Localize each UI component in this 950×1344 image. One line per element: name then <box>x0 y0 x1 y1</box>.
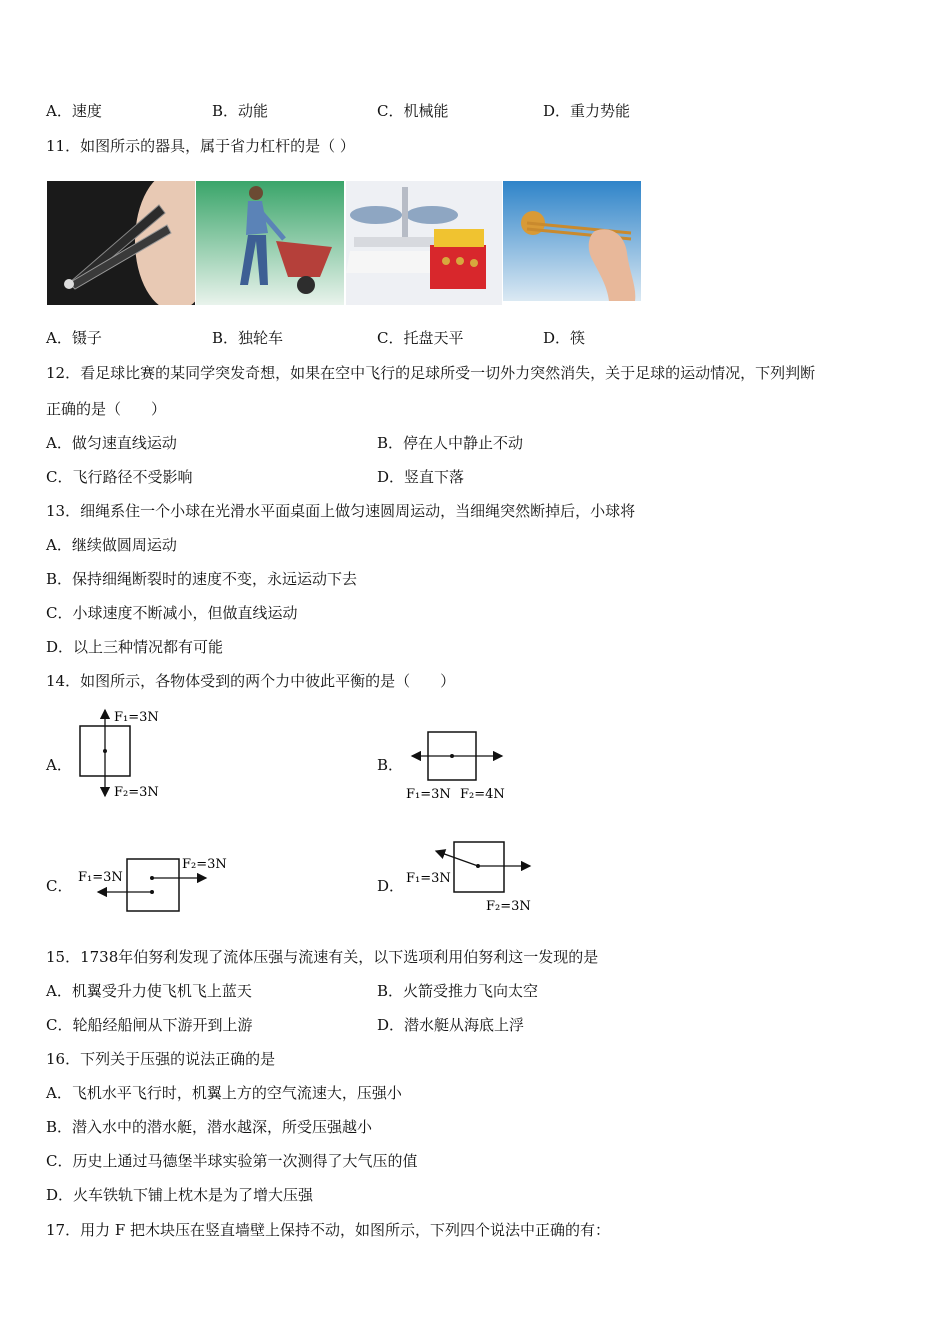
q13-stem: 13．细绳系住一个小球在光滑水平面桌面上做匀速圆周运动，当细绳突然断掉后，小球将 <box>46 502 636 520</box>
q14-a-f1-label: F₁=3N <box>114 710 159 725</box>
q14-a-f2-label: F₂=3N <box>114 785 159 800</box>
q14-stem: 14．如图所示，各物体受到的两个力中彼此平衡的是（ ） <box>46 672 456 690</box>
q13-option-b: B．保持细绳断裂时的速度不变，永远运动下去 <box>46 570 358 588</box>
q17-stem: 17．用力 F 把木块压在竖直墙壁上保持不动，如图所示，下列四个说法中正确的有： <box>46 1221 611 1239</box>
q11-option-b: B．独轮车 <box>212 329 284 347</box>
q15-option-d: D．潜水艇从海底上浮 <box>377 1016 525 1034</box>
q15-option-a: A．机翼受升力使飞机飞上蓝天 <box>46 982 252 1000</box>
q11-option-d: D．筷 <box>543 329 586 347</box>
q13-option-a: A．继续做圆周运动 <box>46 536 177 554</box>
q12-option-d: D．竖直下落 <box>377 468 465 486</box>
q12-option-a: A．做匀速直线运动 <box>46 434 177 452</box>
q14-c-f1-label: F₁=3N <box>78 870 123 885</box>
q14-b-f2-label: F₂=4N <box>460 787 505 802</box>
tweezers-photo <box>47 181 195 305</box>
balance-photo <box>346 181 502 305</box>
q12-option-b: B．停在人中静止不动 <box>377 434 524 452</box>
q12-option-c: C．飞行路径不受影响 <box>46 468 193 486</box>
q11-option-a: A．镊子 <box>46 329 102 347</box>
q14-d-f2-label: F₂=3N <box>486 899 531 914</box>
q14-figure-d <box>400 838 550 918</box>
q14-label-b: B． <box>377 756 404 774</box>
q16-stem: 16．下列关于压强的说法正确的是 <box>46 1050 276 1068</box>
q16-option-d: D．火车铁轨下铺上枕木是为了增大压强 <box>46 1186 314 1204</box>
q15-option-c: C．轮船经船闸从下游开到上游 <box>46 1016 253 1034</box>
q10-option-b: B．动能 <box>212 102 269 120</box>
q12-stem-line1: 12．看足球比赛的某同学突发奇想，如果在空中飞行的足球所受一切外力突然消失，关于足球的运动情况，下列判断 <box>46 364 816 382</box>
q14-figure-a <box>70 700 180 805</box>
q11-stem: 11．如图所示的器具，属于省力杠杆的是（ ） <box>46 137 355 155</box>
q15-stem: 15．1738年伯努利发现了流体压强与流速有关，以下选项利用伯努利这一发现的是 <box>46 948 599 966</box>
chopsticks-photo <box>503 181 641 301</box>
q14-c-f2-label: F₂=3N <box>182 857 227 872</box>
q14-label-c: C． <box>46 877 73 895</box>
q14-label-a: A． <box>46 756 72 774</box>
q16-option-b: B．潜入水中的潜水艇，潜水越深，所受压强越小 <box>46 1118 373 1136</box>
q14-label-d: D． <box>377 877 405 895</box>
q14-figure-c <box>72 852 242 916</box>
q16-option-a: A．飞机水平飞行时，机翼上方的空气流速大，压强小 <box>46 1084 402 1102</box>
q10-option-c: C．机械能 <box>377 102 449 120</box>
q16-option-c: C．历史上通过马德堡半球实验第一次测得了大气压的值 <box>46 1152 418 1170</box>
q14-figure-b <box>400 726 520 806</box>
q14-b-f1-label: F₁=3N <box>406 787 451 802</box>
q13-option-c: C．小球速度不断减小，但做直线运动 <box>46 604 298 622</box>
q14-d-f1-label: F₁=3N <box>406 871 451 886</box>
q15-option-b: B．火箭受推力飞向太空 <box>377 982 539 1000</box>
q13-option-d: D．以上三种情况都有可能 <box>46 638 224 656</box>
q10-option-a: A．速度 <box>46 102 102 120</box>
q12-stem-line2: 正确的是（ ） <box>46 400 167 418</box>
q10-option-d: D．重力势能 <box>543 102 631 120</box>
wheelbarrow-photo <box>196 181 344 305</box>
q11-option-c: C．托盘天平 <box>377 329 464 347</box>
